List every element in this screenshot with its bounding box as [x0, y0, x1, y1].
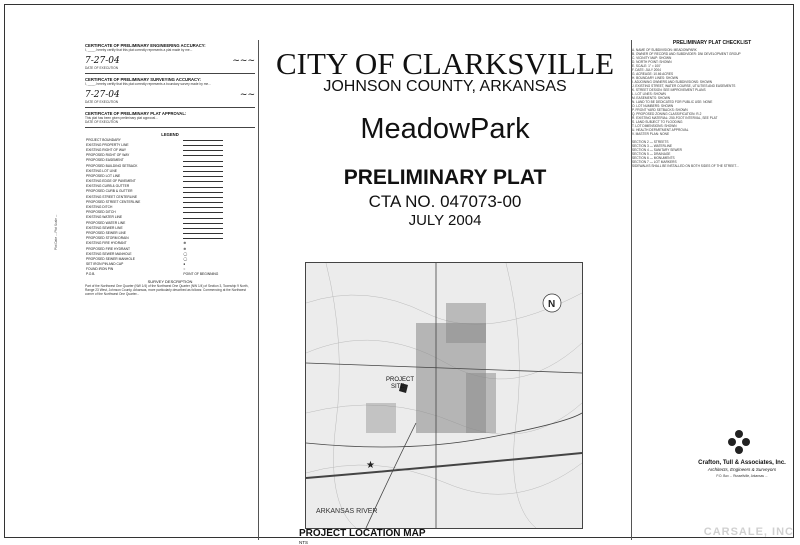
surveying-cert-title: CERTIFICATE OF PRELIMINARY SURVEYING ACCURACY:	[85, 77, 201, 82]
approval-cert-text: This plat has been given preliminary plat approval...	[85, 116, 158, 120]
watermark: CARSALE, INC	[703, 526, 794, 538]
location-map-graphic	[306, 263, 582, 528]
map-caption: PROJECT LOCATION MAP	[299, 528, 426, 539]
engineering-date-label: DATE OF EXECUTION	[85, 66, 119, 70]
engineering-cert-title: CERTIFICATE OF PRELIMINARY ENGINEERING ACCURACY:	[85, 43, 206, 48]
svg-text:SITE: SITE	[391, 384, 405, 390]
approval-cert-title: CERTIFICATE OF PRELIMINARY PLAT APPROVAL:	[85, 111, 187, 116]
firm-logo-icon	[724, 428, 754, 458]
project-site-label: PROJECT	[386, 377, 415, 383]
title-block	[258, 40, 632, 545]
sheet-edge-note: Plot Date ... Plot Scale ...	[54, 214, 58, 250]
subdivision-name: MeadowPark	[360, 113, 530, 145]
survey-description-text: Part of the Northwest One Quarter (NW 1/4) of the Northwest One Quarter (NW 1/4) of Section 3, Township 9 North, Range 23 West, Johnson County, Arkansas, more particularly described as follows: Commencing at the Northwest corner of the Northwest One Quarter...	[85, 284, 249, 297]
checklist-items: A. NAME OF SUBDIVISION: MEADOWPARK B. OWNER OF RECORD AND SUBDIVIDER: DNI DEVELOPMENT GROUP C. VICINITY MAP: SHOWN D. NORTH POINT: SHOWN E. SCALE: 1" = 100' F. DATE: JULY 2004 G. ACREAGE: 10.66 ACRES H. BOUNDARY LINES: SHOWN I. ADJOINING OWNERS AND SUBDIVISIONS: SHOWN J. EXISTING STREET, WATER COURSE, UTILITIES AND EASEMENTS K. STREET DESIGN: SEE IMPROVEMENT PLANS L. LOT LINES: SHOWN M. EASEMENTS: SHOWN N. LAND TO BE DEDICATED FOR PUBLIC USE: NONE O. LOT NUMBERS: SHOWN P. FRONT YARD SETBACKS: SHOWN Q. PROPOSED ZONING CLASSIFICATION: R-2 R. EXISTING MATERIAL: 250-FOOT INTERVAL, SEE PLAT S. LAND SUBJECT TO FLOODING T. LOT DIMENSIONS: SHOWN U. HEALTH DEPARTMENT APPROVAL V. MASTER PLAN: NONE SECTION 2 — STREETS SECTION 3 — WATERLINE SECTION 4 — SANITARY SEWER SECTION 5 — DRAINAGE SECTION 6 — MONUMENTS SECTION 7 — LOT MARKERS SIDEWALKS SHALL BE INSTALLED ON BOTH SIDES OF THE STREET...	[632, 48, 741, 168]
engineering-cert-text: I, ____, hereby certify that this plat correctly represents a plat made by me...	[85, 48, 193, 52]
surveyor-signature: ~~	[239, 90, 255, 100]
engineering-date: 7-27-04	[85, 56, 120, 66]
map-nts: NTS	[299, 540, 308, 545]
engineer-signature: ~~~	[232, 56, 255, 66]
svg-text:N: N	[548, 299, 556, 310]
surveying-cert-text: I, ____, hereby certify that this plat correctly represents a boundary survey made by me...	[85, 82, 211, 86]
legend-table: PROJECT BOUNDARY EXISTING PROPERTY LINE EXISTING RIGHT OF WAY PROPOSED RIGHT OF WAY PROPOSED EASEMENT PROPOSED BUILDING SETBACK EXISTING LOT LINE PROPOSED LOT LINE EXISTING EDGE OF PAVEMENT EXISTING CURB & GUTTER PROPOSED CURB & GUTTER EXISTING STREET CENTERLINE PROPOSED STREET CENTERLINE EXISTING DITCH PROPOSED DITCH EXISTING WATER LINE PROPOSED WATER LINE EXISTING SEWER LINE PROPOSED SEWER LINE PROPOSED STORM DRAIN EXISTING FIRE HYDRANT ⊕ PROPOSED FIRE HYDRANT ⊕ EXISTING SEWER MANHOLE ◯ PROPOSED SEWER MANHOLE ◯ SET IRON PIN AND CAP ● FOUND IRON PIN ○ P.O.B. POINT OF BEGINNING	[85, 137, 255, 277]
approval-date-label: DATE OF EXECUTION	[85, 120, 119, 124]
left-column	[85, 40, 255, 530]
plat-date: JULY 2004	[408, 212, 482, 229]
surveying-sign-row	[85, 90, 255, 100]
surveying-date-label: DATE OF EXECUTION	[85, 100, 119, 104]
survey-description-title: SURVEY DESCRIPTION	[147, 279, 193, 285]
firm-name: Crafton, Tull & Associates, Inc.	[698, 460, 786, 466]
firm-subtitle: Architects, Engineers & Surveyors	[707, 467, 777, 472]
city-title: CITY OF CLARKSVILLE	[275, 46, 615, 81]
engineering-sign-row	[85, 56, 255, 66]
svg-text:★: ★	[366, 460, 375, 471]
cta-number: CTA NO. 047073-00	[368, 192, 522, 211]
svg-text:ARKANSAS RIVER: ARKANSAS RIVER	[316, 508, 378, 515]
checklist-title: PRELIMINARY PLAT CHECKLIST	[672, 40, 752, 46]
project-location-map	[305, 262, 583, 529]
legend-title: LEGEND	[161, 132, 179, 137]
right-column	[632, 40, 792, 540]
county-title: JOHNSON COUNTY, ARKANSAS	[323, 78, 567, 95]
firm-logo-block	[682, 434, 800, 494]
plat-type: PRELIMINARY PLAT	[343, 166, 547, 189]
firm-address: P.O. Box ... Russellville, Arkansas ...	[716, 474, 768, 478]
surveying-date: 7-27-04	[85, 90, 120, 100]
